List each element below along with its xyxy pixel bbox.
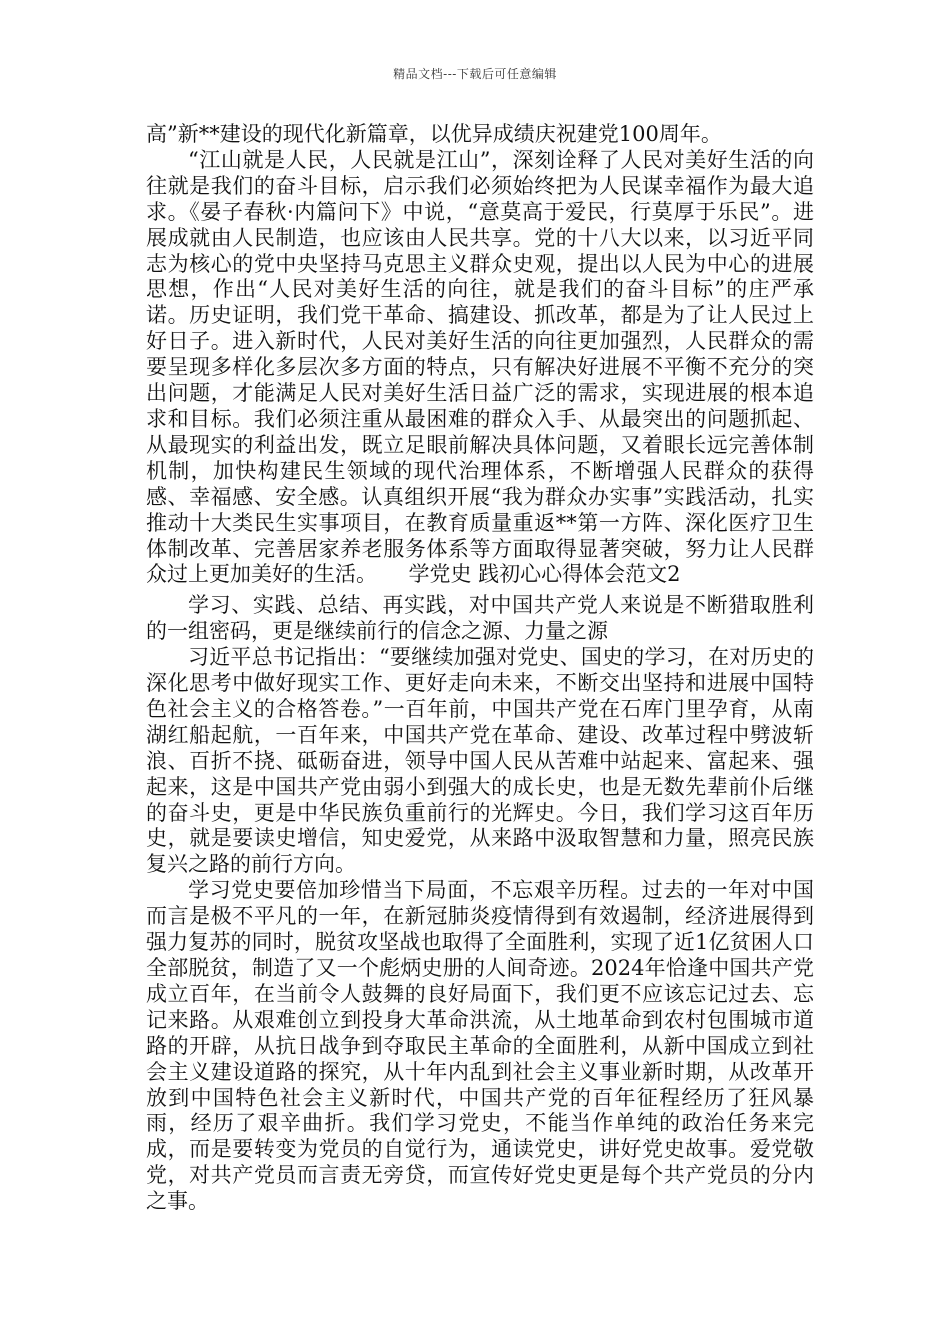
paragraph-3: 学习、实践、总结、再实践，对中国共产党人来说是不断猎取胜利的一组密码，更是继续前行的信念之源、力量之源 <box>146 593 814 644</box>
page-header: 精品文档---下载后可任意编辑 <box>393 67 557 81</box>
paragraph-1: 高”新**建设的现代化新篇章，以优异成绩庆祝建党100周年。 <box>146 122 722 146</box>
paragraph-5: 学习党史要倍加珍惜当下局面，不忘艰辛历程。过去的一年对中国而言是极不平凡的一年，在新冠肺炎疫情得到有效遏制，经济进展得到强力复苏的同时，脱贫攻坚战也取得了全面胜利，实现了近1亿贫困人口全部脱贫，制造了又一个彪炳史册的人间奇迹。2024年恰逢中国共产党成立百年，在当前令人鼓舞的良好局面下，我们更不应该忘记过去、忘记来路。从艰难创立到投身大革命洪流，从土地革命到农村包围城市道路的开辟，从抗日战争到夺取民主革命的全面胜利，从新中国成立到社会主义建设道路的探究，从十年内乱到社会主义事业新时期，从改革开放到中国特色社会主义新时代，中国共产党的百年征程经历了狂风暴雨，经历了艰辛曲折。我们学习党史，不能当作单纯的政治任务来完成，而是要转变为党员的自觉行为，通读党史，讲好党史故事。爱党敬党，对共产党员而言责无旁贷，而宣传好党史更是每个共产党员的分内之事。 <box>146 878 814 1214</box>
paragraph-4: 习近平总书记指出：“要继续加强对党史、国史的学习，在对历史的深化思考中做好现实工作、更好走向未来，不断交出坚持和进展中国特色社会主义的合格答卷。”一百年前，中国共产党在石库门里孕育，从南湖红船起航，一百年来，中国共产党在革命、建设、改革过程中劈波斩浪、百折不挠、砥砺奋进，领导中国人民从苦难中站起来、富起来、强起来，这是中国共产党由弱小到强大的成长史，也是无数先辈前仆后继的奋斗史，更是中华民族负重前行的光辉史。今日，我们学习这百年历史，就是要读史增信，知史爱党，从来路中汲取智慧和力量，照亮民族复兴之路的前行方向。 <box>146 645 814 877</box>
section-heading: 学党史 践初心心得体会范文2 <box>408 562 681 587</box>
document-body <box>146 122 814 1215</box>
paragraph-2-text: “江山就是人民，人民就是江山”，深刻诠释了人民对美好生活的向往就是我们的奋斗目标，启示我们必须始终把为人民谋幸福作为最大追求。《晏子春秋·内篇问下》中说，“意莫高于爱民，行莫厚于乐民”。进展成就由人民制造，也应该由人民共享。党的十八大以来，以习近平同志为核心的党中央坚持马克思主义群众史观，提出以人民为中心的进展思想，作出“人民对美好生活的向往，就是我们的奋斗目标”的庄严承诺。历史证明，我们党干革命、搞建设、抓改革，都是为了让人民过上好日子。进入新时代，人民对美好生活的向往更加强烈，人民群众的需要呈现多样化多层次多方面的特点，只有解决好进展不平衡不充分的突出问题，才能满足人民对美好生活日益广泛的需求，实现进展的根本追求和目标。我们必须注重从最困难的群众入手、从最突出的问题抓起、从最现实的利益出发，既立足眼前解决具体问题，又着眼长远完善体制机制，加快构建民生领域的现代治理体系，不断增强人民群众的获得感、幸福感、安全感。认真组织开展“我为群众办实事”实践活动，扎实推动十大类民生实事项目，在教育质量重返**第一方阵、深化医疗卫生体制改革、完善居家养老服务体系等方面取得显著突破，努力让人民群众过上更加美好的生活。 <box>146 147 814 587</box>
paragraph-2 <box>146 148 814 588</box>
